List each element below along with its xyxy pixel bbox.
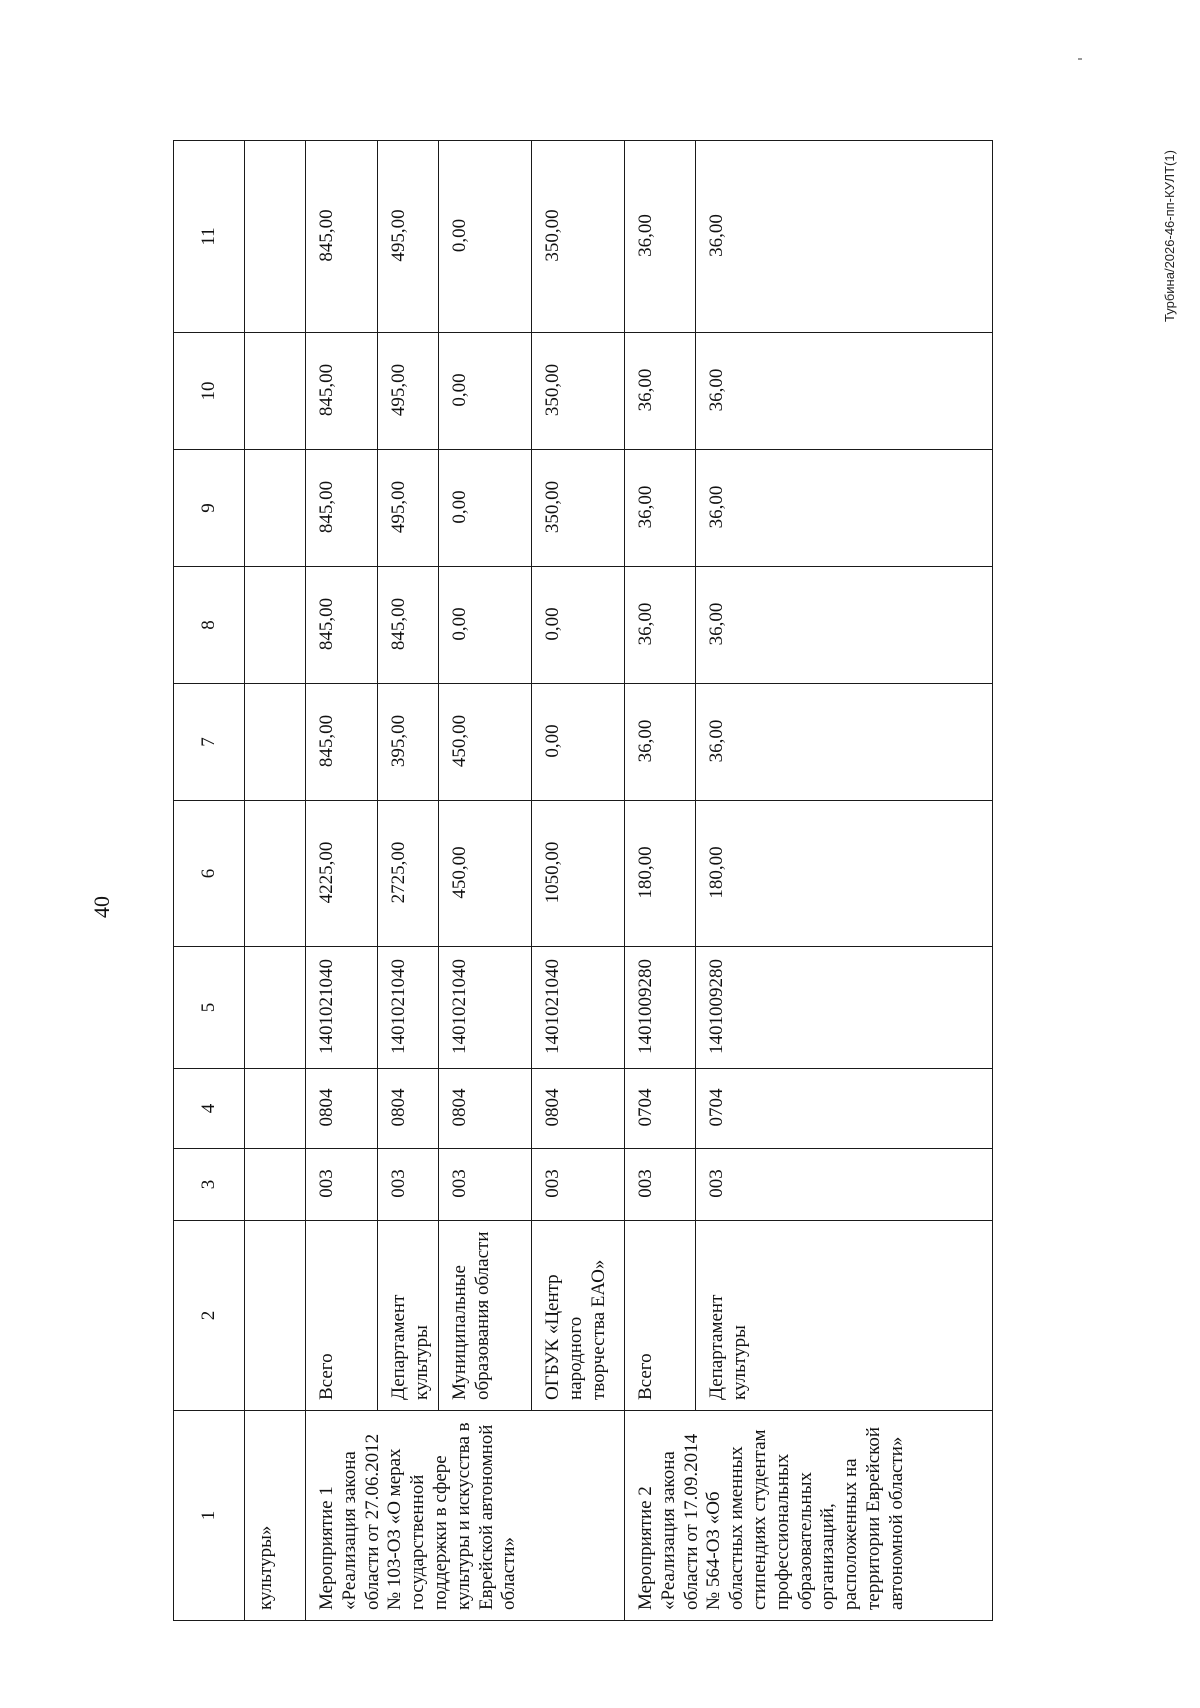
funding-source-cell: Муниципальные образования области	[439, 1221, 532, 1411]
header-cell: 10	[174, 333, 245, 450]
year-value-cell: 350,00	[532, 141, 625, 333]
header-cell: 5	[174, 947, 245, 1069]
total-cell: 450,00	[439, 801, 532, 947]
year-value-cell: 36,00	[696, 684, 993, 801]
year-value-cell: 36,00	[625, 684, 696, 801]
funding-source-cell: Всего	[625, 1221, 696, 1411]
empty-cell	[245, 1069, 306, 1149]
rzpr-cell: 0704	[696, 1069, 993, 1149]
year-value-cell: 36,00	[625, 141, 696, 333]
header-cell: 8	[174, 567, 245, 684]
funding-source-cell: Департамент культуры	[378, 1221, 439, 1411]
year-value-cell: 36,00	[696, 450, 993, 567]
year-value-cell: 36,00	[625, 450, 696, 567]
year-value-cell: 845,00	[306, 333, 378, 450]
table-row	[625, 141, 696, 1621]
empty-cell	[245, 450, 306, 567]
csr-cell: 1401021040	[532, 947, 625, 1069]
funding-source-cell: Департамент культуры	[696, 1221, 993, 1411]
empty-cell	[245, 1221, 306, 1411]
header-cell: 7	[174, 684, 245, 801]
table-row	[439, 141, 532, 1621]
header-cell: 6	[174, 801, 245, 947]
year-value-cell: 0,00	[439, 567, 532, 684]
year-value-cell: 0,00	[439, 450, 532, 567]
year-value-cell: 495,00	[378, 333, 439, 450]
empty-cell	[245, 1149, 306, 1221]
grbs-cell: 003	[378, 1149, 439, 1221]
funding-source-cell: ОГБУК «Центр народного творчества ЕАО»	[532, 1221, 625, 1411]
total-cell: 2725,00	[378, 801, 439, 947]
continuation-cell: культуры»	[245, 1411, 306, 1621]
total-cell: 4225,00	[306, 801, 378, 947]
year-value-cell: 350,00	[532, 450, 625, 567]
year-value-cell: 845,00	[306, 684, 378, 801]
measure-name-cell: Мероприятие 1 «Реализация закона области от 27.06.2012 № 103-ОЗ «О мерах государственной поддержки в сфере культуры и искусства в Еврейской автономной области»	[306, 1411, 625, 1621]
header-cell: 4	[174, 1069, 245, 1149]
rzpr-cell: 0804	[378, 1069, 439, 1149]
rzpr-cell: 0804	[439, 1069, 532, 1149]
table-row	[306, 141, 378, 1621]
year-value-cell: 395,00	[378, 684, 439, 801]
empty-cell	[245, 567, 306, 684]
header-cell: 3	[174, 1149, 245, 1221]
year-value-cell: 36,00	[625, 333, 696, 450]
header-cell: 9	[174, 450, 245, 567]
csr-cell: 1401009280	[625, 947, 696, 1069]
year-value-cell: 36,00	[696, 141, 993, 333]
funding-source-cell: Всего	[306, 1221, 378, 1411]
csr-cell: 1401021040	[378, 947, 439, 1069]
year-value-cell: 0,00	[439, 333, 532, 450]
empty-cell	[245, 684, 306, 801]
csr-cell: 1401021040	[306, 947, 378, 1069]
grbs-cell: 003	[532, 1149, 625, 1221]
year-value-cell: 845,00	[306, 141, 378, 333]
year-value-cell: 845,00	[306, 567, 378, 684]
rzpr-cell: 0704	[625, 1069, 696, 1149]
header-cell: 2	[174, 1221, 245, 1411]
empty-cell	[245, 141, 306, 333]
grbs-cell: 003	[625, 1149, 696, 1221]
rzpr-cell: 0804	[306, 1069, 378, 1149]
year-value-cell: 0,00	[532, 567, 625, 684]
year-value-cell: 36,00	[696, 567, 993, 684]
empty-cell	[245, 333, 306, 450]
year-value-cell: 0,00	[439, 141, 532, 333]
year-value-cell: 350,00	[532, 333, 625, 450]
csr-cell: 1401009280	[696, 947, 993, 1069]
year-value-cell: 495,00	[378, 141, 439, 333]
total-cell: 1050,00	[532, 801, 625, 947]
year-value-cell: 0,00	[532, 684, 625, 801]
header-cell: 11	[174, 141, 245, 333]
table-row	[696, 141, 993, 1621]
table-row	[378, 141, 439, 1621]
rzpr-cell: 0804	[532, 1069, 625, 1149]
rotated-table-frame	[173, 141, 992, 1621]
document-code: Турбина/2026-46-пп-КУЛТ(1)	[1162, 150, 1177, 322]
grbs-cell: 003	[439, 1149, 532, 1221]
scan-speck	[1078, 58, 1082, 60]
header-cell: 1	[174, 1411, 245, 1621]
year-value-cell: 450,00	[439, 684, 532, 801]
empty-cell	[245, 947, 306, 1069]
continuation-row	[245, 141, 306, 1621]
year-value-cell: 36,00	[625, 567, 696, 684]
csr-cell: 1401021040	[439, 947, 532, 1069]
grbs-cell: 003	[696, 1149, 993, 1221]
financing-table	[173, 140, 993, 1621]
table-header-row	[174, 141, 245, 1621]
grbs-cell: 003	[306, 1149, 378, 1221]
total-cell: 180,00	[696, 801, 993, 947]
year-value-cell: 36,00	[696, 333, 993, 450]
measure-name-cell: Мероприятие 2 «Реализация закона области от 17.09.2014 № 564-ОЗ «Об областных именных стипендиях студентам профессиональных образовательных организаций, расположенных на территории Еврейской автономной области»	[625, 1411, 993, 1621]
year-value-cell: 495,00	[378, 450, 439, 567]
total-cell: 180,00	[625, 801, 696, 947]
empty-cell	[245, 801, 306, 947]
year-value-cell: 845,00	[378, 567, 439, 684]
year-value-cell: 845,00	[306, 450, 378, 567]
table-row	[532, 141, 625, 1621]
page-number: 40	[89, 896, 114, 918]
